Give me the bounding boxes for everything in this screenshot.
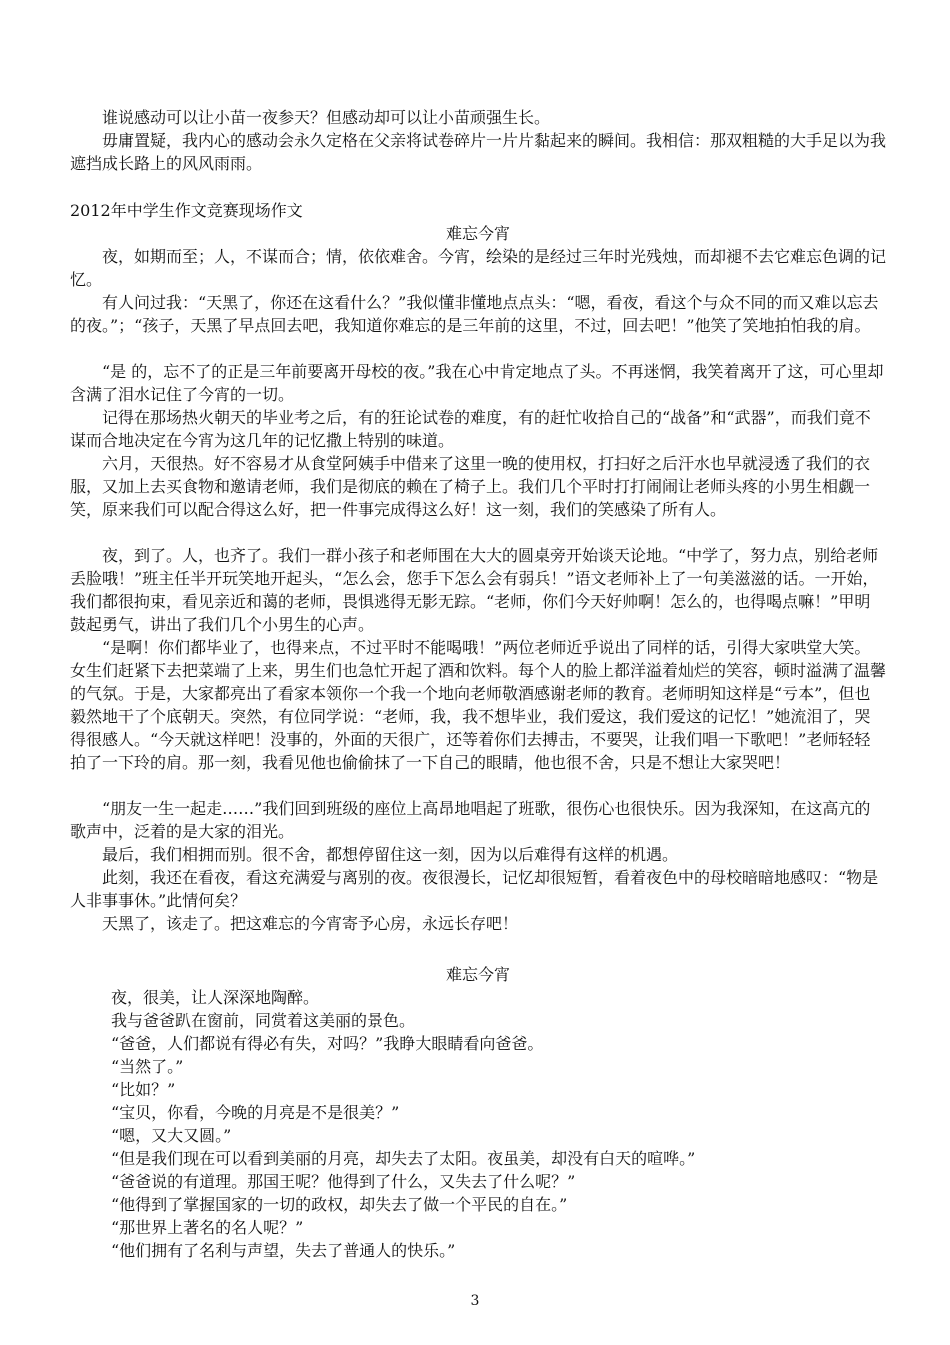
essay1-paragraph-9: 最后，我们相拥而别。很不舍，都想停留住这一刻，因为以后难得有这样的机遇。 bbox=[102, 845, 679, 864]
essay2-line-6: “宝贝，你看，今晚的月亮是不是很美？” bbox=[111, 1103, 400, 1122]
essay1-paragraph-6: 夜，到了。人，也齐了。我们一群小孩子和老师围在大大的圆桌旁开始谈天论地。“中学了，努力点，别给老师丢脸哦！”班主任半开玩笑地开起头，“怎么会，您手下怎么会有弱兵！”语文老师补上了一句美滋滋的话。一开始，我们都很拘束，看见亲近和蔼的老师，畏惧逃得无影无踪。“老师，你们今天好帅啊！怎么的，也得喝点嘛！”甲明鼓起勇气，讲出了我们几个小男生的心声。 bbox=[70, 546, 879, 634]
essay2-line-8: “但是我们现在可以看到美丽的月亮，却失去了太阳。夜虽美，却没有白天的喧哗。” bbox=[111, 1149, 696, 1168]
essay2-line-9: “爸爸说的有道理。那国王呢？他得到了什么，又失去了什么呢？” bbox=[111, 1172, 576, 1191]
essay2-line-7: “嗯，又大又圆。” bbox=[111, 1126, 232, 1145]
essay1-paragraph-8: “朋友一生一起走……”我们回到班级的座位上高昂地唱起了班歌，很伤心也很快乐。因为我深知，在这高亢的歌声中，泛着的是大家的泪光。 bbox=[70, 799, 871, 841]
essay2-line-5: “比如？” bbox=[111, 1080, 176, 1099]
essay1-paragraph-1: 夜，如期而至；人，不谋而合；情，依依难舍。今宵，绘染的是经过三年时光残烛，而却褪不去它难忘色调的记忆。 bbox=[70, 247, 887, 289]
essay2-title: 难忘今宵 bbox=[445, 965, 510, 984]
essay2-line-4: “当然了。” bbox=[111, 1057, 184, 1076]
essay1-paragraph-4: 记得在那场热火朝天的毕业考之后，有的狂论试卷的难度，有的赶忙收拾自己的“战备”和“武器”，而我们竟不谋而合地决定在今宵为这几年的记忆撒上特别的味道。 bbox=[70, 408, 871, 450]
intro-paragraph-2: 毋庸置疑，我内心的感动会永久定格在父亲将试卷碎片一片片黏起来的瞬间。我相信：那双粗糙的大手足以为我遮挡成长路上的风风雨雨。 bbox=[70, 131, 887, 173]
essay2-line-10: “他得到了掌握国家的一切的政权，却失去了做一个平民的自在。” bbox=[111, 1195, 568, 1214]
intro-paragraph-1: 谁说感动可以让小苗一夜参天？但感动却可以让小苗顽强生长。 bbox=[102, 108, 551, 127]
section-heading: 2012年中学生作文竞赛现场作文 bbox=[70, 201, 303, 220]
essay2-line-1: 夜，很美，让人深深地陶醉。 bbox=[111, 988, 320, 1007]
essay2-line-2: 我与爸爸趴在窗前，同赏着这美丽的景色。 bbox=[111, 1011, 416, 1030]
essay1-paragraph-5: 六月，天很热。好不容易才从食堂阿姨手中借来了这里一晚的使用权，打扫好之后汗水也早就浸透了我们的衣服，又加上去买食物和邀请老师，我们是彻底的赖在了椅子上。我们几个平时打打闹闹让老师头疼的小男生相觑一笑，原来我们可以配合得这么好，把一件事完成得这么好！这一刻，我们的笑感染了所有人。 bbox=[70, 454, 871, 519]
essay1-paragraph-7: “是啊！你们都毕业了，也得来点，不过平时不能喝哦！”两位老师近乎说出了同样的话，引得大家哄堂大笑。女生们赶紧下去把菜端了上来，男生们也急忙开起了酒和饮料。每个人的脸上都洋溢着灿烂的笑容，顿时溢满了温馨的气氛。于是，大家都亮出了看家本领你一个我一个地向老师敬酒感谢老师的教育。老师明知这样是“亏本”，但也毅然地干了个底朝天。突然，有位同学说：“老师，我，我不想毕业，我们爱这，我们爱这的记忆！”她流泪了，哭得很感人。“今天就这样吧！没事的，外面的天很广，还等着你们去搏击，不要哭，让我们唱一下歌吧！”老师轻轻拍了一下玲的肩。那一刻，我看见他也偷偷抹了一下自己的眼睛，他也很不舍，只是不想让大家哭吧！ bbox=[70, 638, 887, 772]
essay1-paragraph-2: 有人问过我：“天黑了，你还在这看什么？”我似懂非懂地点点头：“嗯，看夜，看这个与众不同的而又难以忘去的夜。”；“孩子，天黑了早点回去吧，我知道你难忘的是三年前的这里，不过，回去吧！”他笑了笑地拍怕我的肩。 bbox=[70, 293, 879, 335]
essay2-line-12: “他们拥有了名利与声望，失去了普通人的快乐。” bbox=[111, 1241, 456, 1260]
essay1-paragraph-11: 天黑了，该走了。把这难忘的今宵寄予心房，永远长存吧！ bbox=[102, 914, 519, 933]
essay1-title: 难忘今宵 bbox=[445, 224, 510, 243]
essay1-paragraph-10: 此刻，我还在看夜，看这充满爱与离别的夜。夜很漫长，记忆却很短暂，看着夜色中的母校暗暗地感叹：“物是人非事事休。”此情何矣？ bbox=[70, 868, 879, 910]
page-number: 3 bbox=[470, 1293, 480, 1309]
essay1-paragraph-3: “是 的，忘不了的正是三年前要离开母校的夜。”我在心中肯定地点了头。不再迷惘，我笑着离开了这，可心里却含满了泪水记住了今宵的一切。 bbox=[70, 362, 884, 404]
essay2-line-3: “爸爸，人们都说有得必有失，对吗？”我睁大眼睛看向爸爸。 bbox=[111, 1034, 544, 1053]
essay2-line-11: “那世界上著名的名人呢？” bbox=[111, 1218, 304, 1237]
